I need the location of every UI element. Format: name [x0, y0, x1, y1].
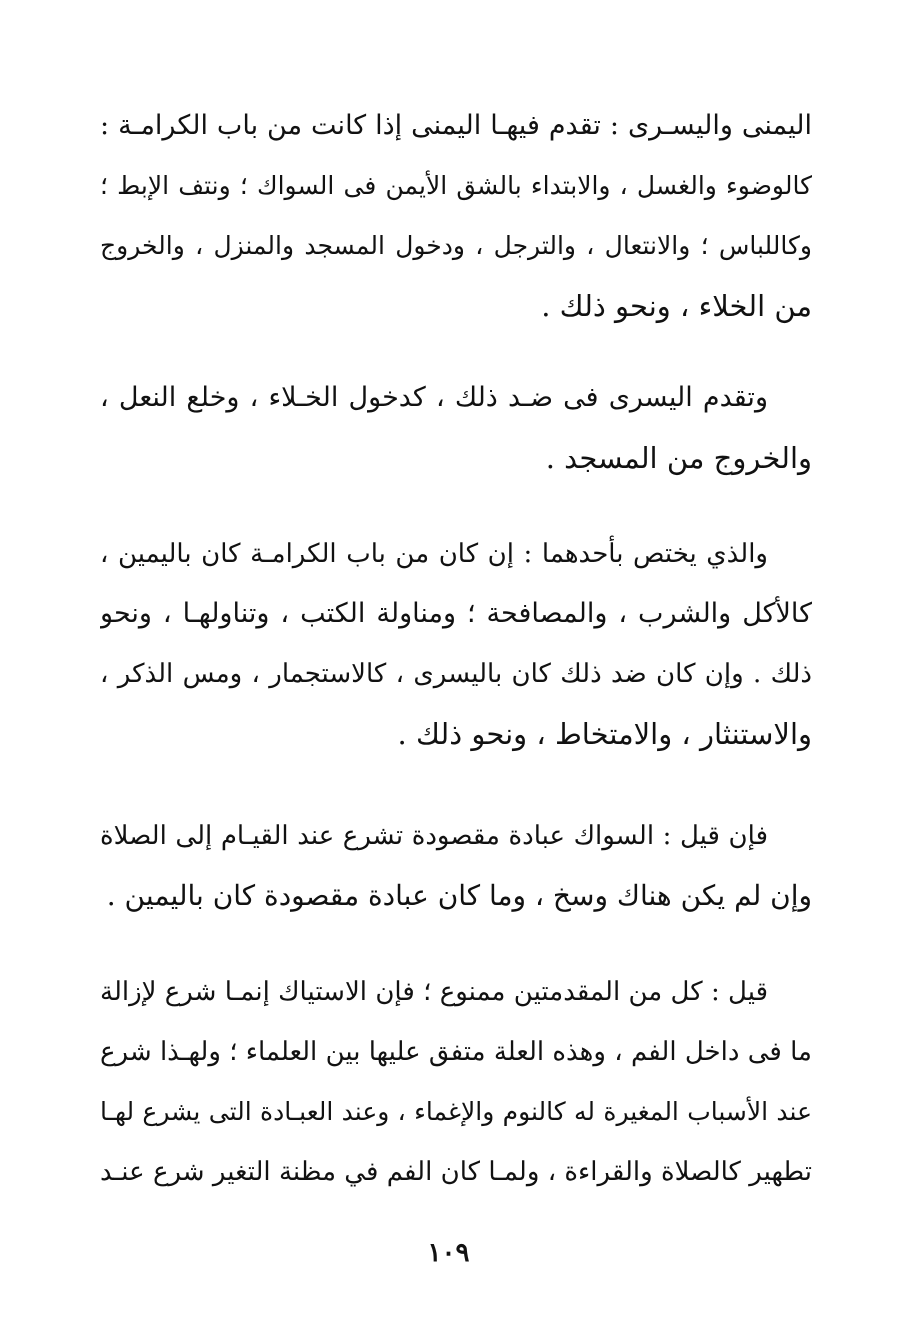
text-line: وإن لم يكن هناك وسخ ، وما كان عبادة مقصودة كان باليمين . — [106, 879, 812, 912]
text-line: والخروج من المسجد . — [545, 441, 812, 475]
text-line: والاستنثار ، والامتخاط ، ونحو ذلك . — [397, 717, 812, 751]
paragraph-5 — [100, 962, 812, 1202]
text-line: ذلك . وإن كان ضد ذلك كان باليسرى ، كالاستجمار ، ومس الذكر ، — [100, 659, 812, 689]
text-line: اليمنى واليسـرى : تقدم فيهـا اليمنى إذا كانت من باب الكرامـة : — [100, 110, 812, 141]
text-line: كالأكل والشرب ، والمصافحة ؛ ومناولة الكتب ، وتناولهـا ، ونحو — [100, 598, 812, 629]
paragraph-3 — [100, 524, 812, 764]
paragraph-1 — [100, 96, 812, 336]
text-line: والذي يختص بأحدهما : إن كان من باب الكرامـة كان باليمين ، — [100, 539, 768, 569]
text-line: كالوضوء والغسل ، والابتداء بالشق الأيمن فى السواك ؛ ونتف الإبط ؛ — [100, 171, 812, 200]
text-line: وكاللباس ؛ والانتعال ، والترجل ، ودخول المسجد والمنزل ، والخروج — [100, 231, 812, 260]
text-line: من الخلاء ، ونحو ذلك . — [541, 289, 812, 323]
text-line: ما فى داخل الفم ، وهذه العلة متفق عليها بين العلماء ؛ ولهـذا شرع — [100, 1037, 812, 1067]
paragraph-2 — [100, 368, 812, 488]
text-line: قيل : كل من المقدمتين ممنوع ؛ فإن الاستياك إنمـا شرع لإزالة — [100, 977, 768, 1007]
text-line: تطهير كالصلاة والقراءة ، ولمـا كان الفم في مظنة التغير شرع عنـد — [100, 1157, 812, 1187]
text-line: فإن قيل : السواك عبادة مقصودة تشرع عند القيـام إلى الصلاة — [100, 821, 768, 851]
page-number: ١٠٩ — [427, 1238, 470, 1268]
paragraph-4 — [100, 806, 812, 926]
text-line: وتقدم اليسرى فى ضـد ذلك ، كدخول الخـلاء ، وخلع النعل ، — [100, 382, 768, 413]
text-line: عند الأسباب المغيرة له كالنوم والإغماء ، وعند العبـادة التى يشرع لهـا — [100, 1097, 812, 1126]
